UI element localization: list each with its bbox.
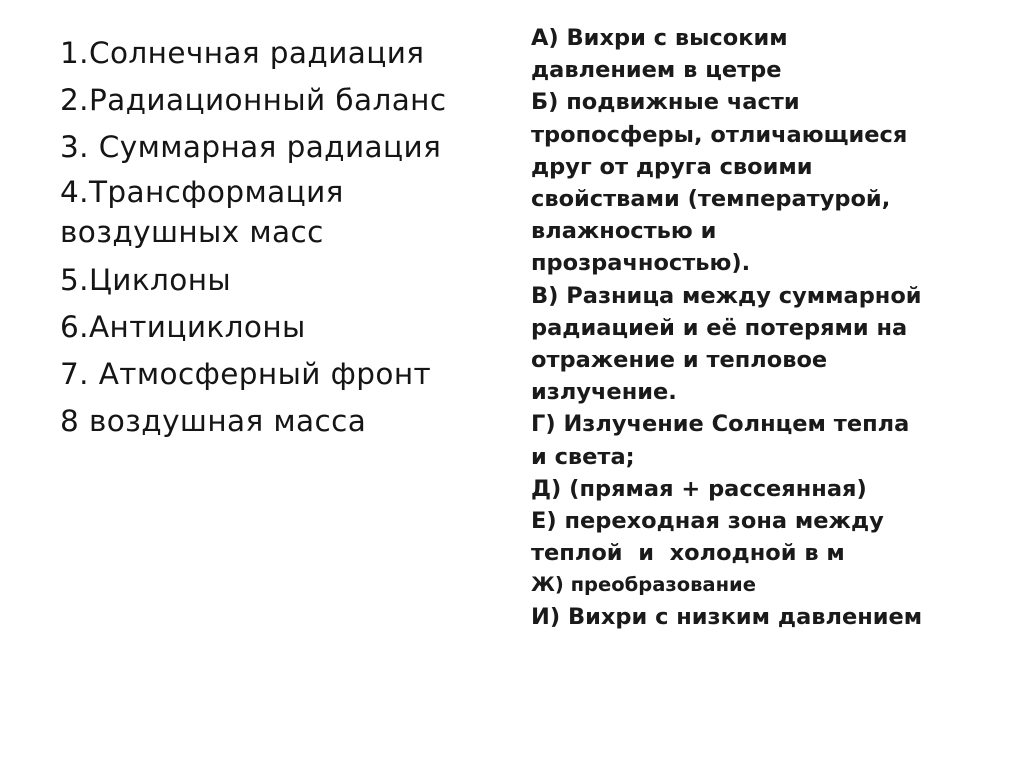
definition-line: влажностью и — [531, 218, 717, 245]
term-item: 3. Суммарная радиация — [60, 130, 442, 164]
term-item: 1.Солнечная радиация — [60, 36, 425, 70]
definition-line: давлением в цетре — [531, 57, 782, 84]
definition-line: тропосферы, отличающиеся — [531, 121, 908, 148]
definition-line: отражение и тепловое — [531, 347, 828, 374]
definition-line: прозрачностью). — [531, 250, 751, 277]
definition-line: излучение. — [531, 379, 677, 406]
definition-line: друг от друга своими — [531, 153, 813, 180]
definitions-list — [531, 22, 1001, 634]
definition-line: В) Разница между суммарной — [531, 282, 922, 309]
definition-line: теплой и холодной в м — [531, 540, 845, 567]
definition-line: и света; — [531, 443, 635, 470]
terms-list — [60, 31, 490, 446]
term-item: 2.Радиационный баланс — [60, 83, 447, 117]
definition-line: свойствами (температурой, — [531, 186, 891, 213]
definition-line: А) Вихри с высоким — [531, 25, 788, 51]
definition-line: Е) переходная зона между — [531, 508, 884, 535]
term-item: 8 воздушная масса — [60, 404, 367, 438]
term-item: 4.Трансформация воздушных масс — [60, 175, 344, 249]
definition-line: Г) Излучение Солнцем тепла — [531, 411, 910, 438]
term-item: 5.Циклоны — [60, 263, 232, 297]
definition-line: радиацией и её потерями на — [531, 314, 908, 341]
definition-line: И) Вихри с низким давлением — [531, 604, 923, 631]
term-item: 7. Атмосферный фронт — [60, 357, 432, 391]
definition-line: Ж) преобразование — [531, 573, 756, 597]
definition-line: Б) подвижные части — [531, 89, 800, 116]
term-item: 6.Антициклоны — [60, 310, 306, 344]
definition-line: Д) (прямая + рассеянная) — [531, 475, 867, 502]
